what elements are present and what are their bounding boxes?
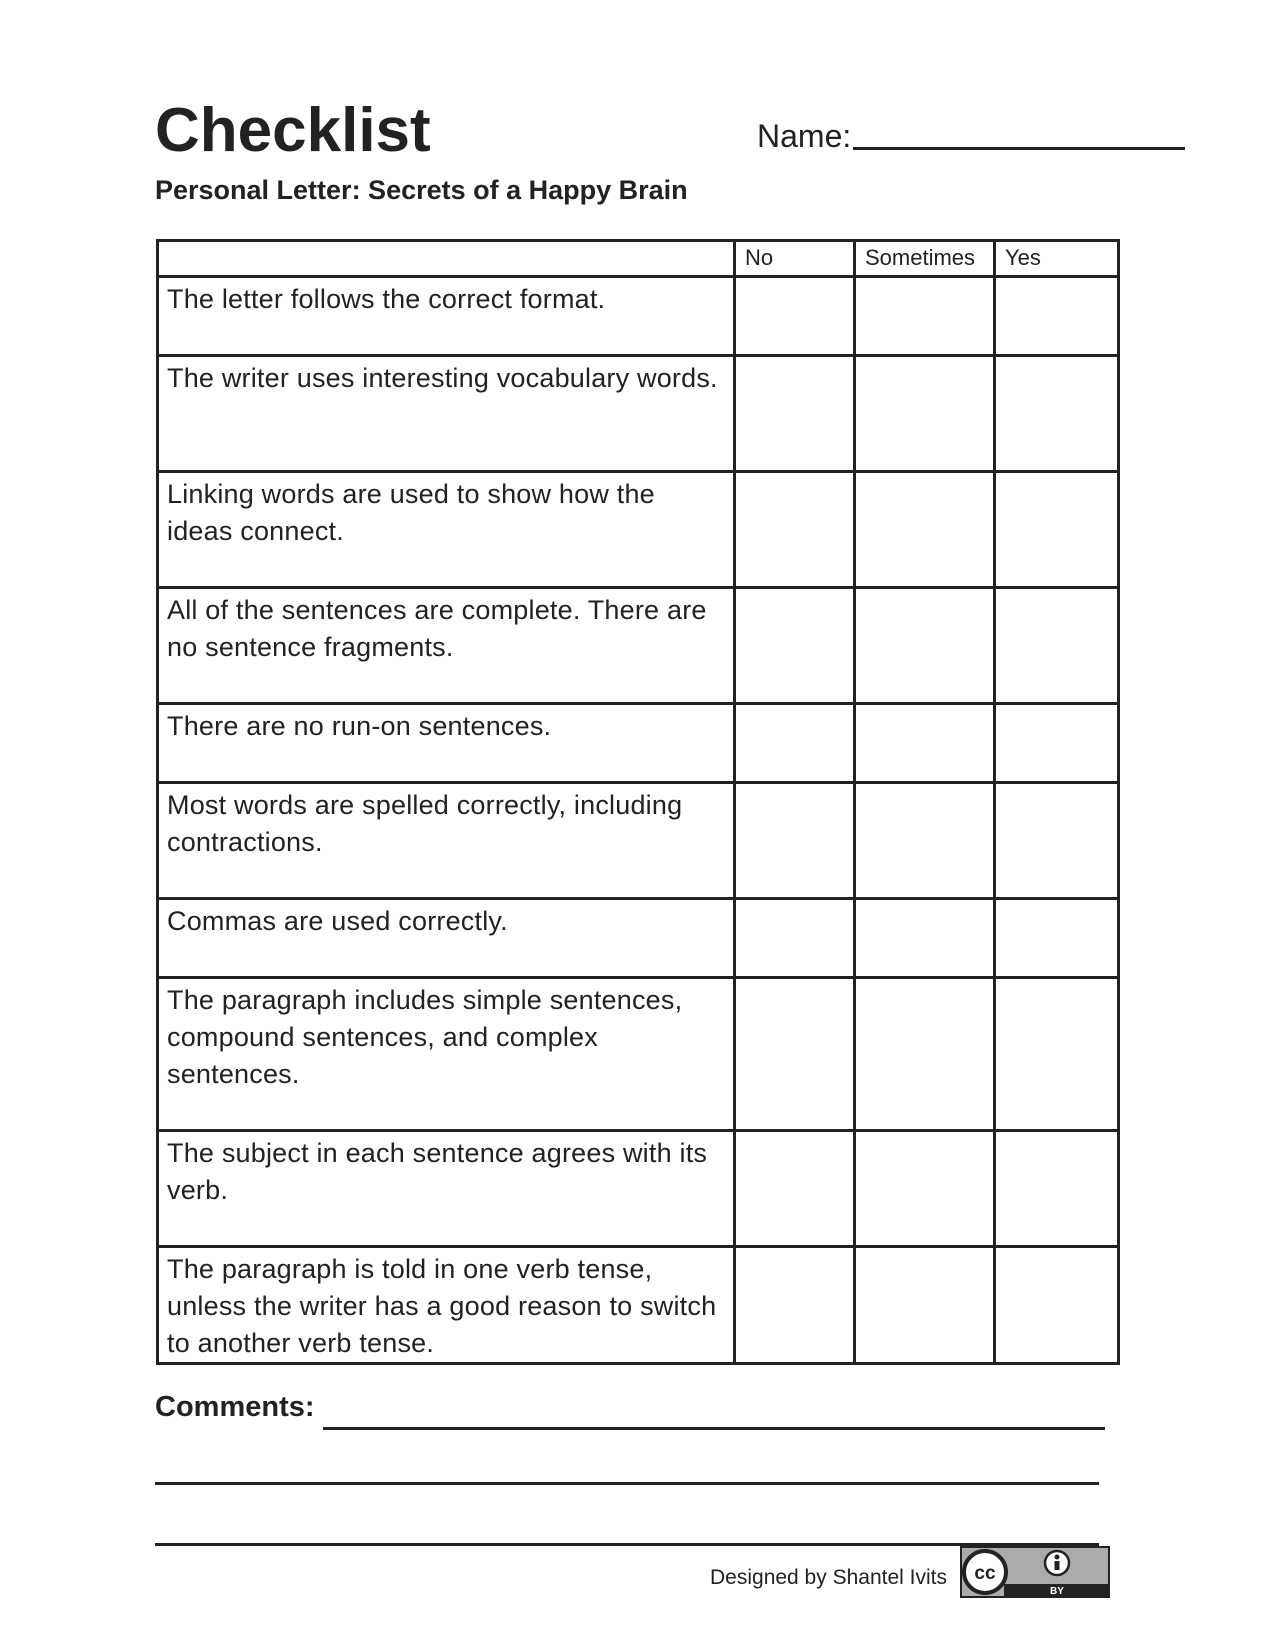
table-row [158,1247,1119,1364]
criterion-cell: Linking words are used to show how the ideas connect. [158,472,735,588]
table-header-row [158,241,1119,277]
table-row [158,472,1119,588]
svg-text:cc: cc [974,1563,996,1584]
no-checkbox-cell[interactable] [735,588,855,704]
comments-line-1[interactable] [323,1427,1105,1430]
criterion-cell: The paragraph includes simple sentences, compound sentences, and complex sentences. [158,978,735,1131]
comments-label: Comments: [155,1391,315,1423]
table-row [158,588,1119,704]
column-header-criteria [158,241,735,277]
comments-line-3[interactable] [155,1543,1099,1546]
no-checkbox-cell[interactable] [735,783,855,899]
criterion-cell: The subject in each sentence agrees with its verb. [158,1131,735,1247]
sometimes-checkbox-cell[interactable] [855,783,995,899]
designer-credit: Designed by Shantel Ivits [710,1566,947,1589]
sometimes-checkbox-cell[interactable] [855,978,995,1131]
name-label: Name: [757,118,852,154]
no-checkbox-cell[interactable] [735,356,855,472]
criterion-cell: All of the sentences are complete. There are no sentence fragments. [158,588,735,704]
sometimes-checkbox-cell[interactable] [855,356,995,472]
cc-by-text: BY [1050,1586,1064,1597]
comments-group [155,1393,1105,1422]
sometimes-checkbox-cell[interactable] [855,277,995,356]
table-row [158,783,1119,899]
table-row [158,899,1119,978]
no-checkbox-cell[interactable] [735,472,855,588]
criterion-cell: Commas are used correctly. [158,899,735,978]
yes-checkbox-cell[interactable] [995,356,1119,472]
column-header-yes: Yes [995,241,1119,277]
yes-checkbox-cell[interactable] [995,899,1119,978]
yes-checkbox-cell[interactable] [995,588,1119,704]
yes-checkbox-cell[interactable] [995,783,1119,899]
no-checkbox-cell[interactable] [735,899,855,978]
page-title: Checklist [155,96,431,165]
no-checkbox-cell[interactable] [735,1247,855,1364]
table-row [158,1131,1119,1247]
column-header-sometimes: Sometimes [855,241,995,277]
criterion-cell: The writer uses interesting vocabulary words. [158,356,735,472]
name-line[interactable] [853,147,1185,150]
page-subtitle: Personal Letter: Secrets of a Happy Brain [155,175,688,205]
no-checkbox-cell[interactable] [735,978,855,1131]
sometimes-checkbox-cell[interactable] [855,588,995,704]
no-checkbox-cell[interactable] [735,704,855,783]
criterion-cell: There are no run-on sentences. [158,704,735,783]
table-row [158,978,1119,1131]
yes-checkbox-cell[interactable] [995,1247,1119,1364]
comments-line-2[interactable] [155,1482,1099,1485]
table-row [158,356,1119,472]
yes-checkbox-cell[interactable] [995,277,1119,356]
sometimes-checkbox-cell[interactable] [855,1247,995,1364]
checklist-table [156,239,1120,1365]
yes-checkbox-cell[interactable] [995,1131,1119,1247]
table-row [158,704,1119,783]
sometimes-checkbox-cell[interactable] [855,472,995,588]
yes-checkbox-cell[interactable] [995,472,1119,588]
sometimes-checkbox-cell[interactable] [855,1131,995,1247]
no-checkbox-cell[interactable] [735,1131,855,1247]
table-row [158,277,1119,356]
sometimes-checkbox-cell[interactable] [855,704,995,783]
no-checkbox-cell[interactable] [735,277,855,356]
name-field-group [757,120,1185,152]
criterion-cell: Most words are spelled correctly, including contractions. [158,783,735,899]
cc-by-icon [960,1546,1110,1598]
sometimes-checkbox-cell[interactable] [855,899,995,978]
yes-checkbox-cell[interactable] [995,704,1119,783]
yes-checkbox-cell[interactable] [995,978,1119,1131]
criterion-cell: The letter follows the correct format. [158,277,735,356]
criterion-cell: The paragraph is told in one verb tense, unless the writer has a good reason to switch to another verb tense. [158,1247,735,1364]
column-header-no: No [735,241,855,277]
